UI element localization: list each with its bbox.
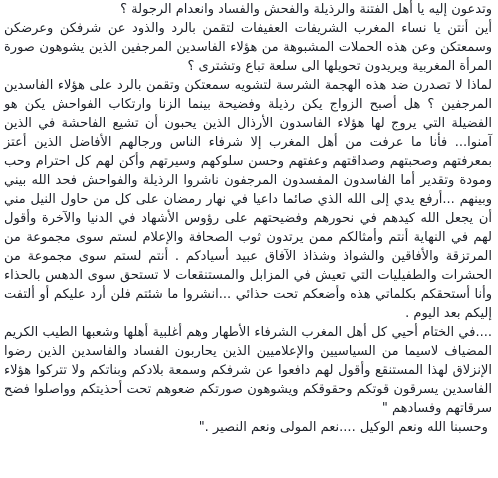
post-paragraph: وتدعون إليه يا أهل الفتنة والرذيلة والفحش والفساد وانعدام الرجولة ؟ أين أنتن يا نساء المغرب الشريفات العفيفات لتقمن بالرد والذود عن شرفكن وعرضكن وسمعتكن وعن هذه الحملات المشبوهة من هؤلاء الفاسدين المرجفين الذين يشوهون صورة المرأة المغربية ويريدون تحويلها الى سلعة تباع وتشترى ؟ لماذا لا تصدرن ضد هذه الهجمة الشرسة لتشويه سمعتكن وتقمن بالرد على هؤلاء الفاسدين المرجفين ؟ هل أصبح الزواج يكن رذيلة وفضيحة بينما الزنا وارتكاب الفواحش يكن هو الفضيلة التي يروج لها هؤلاء الفاسدون الأرذال الذين يحبون أن تشيع الفاحشة في الذين آمنوا... فأنا ما عرفت من أهل المغرب إلا شرفاء الناس ورجالهم الأفاضل الذين أعتز بمعرفتهم وصحبتهم وصداقتهم وعفتهم وحسن سلوكهم وسيرتهم وأكن لهم كل احترام وحب ومودة وتقدير أما الفاسدون المفسدون المرجفون ناشروا الرذيلة والفواحش فحد الله بيني وبينهم ...أرفع يدي إلى الله الذي صائما داعيا في نهار رمضان على كل من حاول النيل مني أن يجعل الله كيدهم في نحورهم وفضيحتهم على رؤوس الأشهاد في الدنيا والآخرة وأقول لهم في النهاية أنتم وأمثالكم ممن يرتدون ثوب الصحافة والإعلام لستم سوى مجموعة من المرتزقة والأفاقين والشواذ وشذاذ الآفاق عبيد أسيادكم . أنتم لستم سوى مجموعة من الحشرات والطفيليات التي تعيش في المزابل والمستنقعات لا تستحق سوى الدهس بالحذاء وأنا أستحقكم بكلماتي هذه وأضعكم تحت حذائي ...انشروا ما شئتم فلن أرد عليكم أو ألتفت إليكم بعد اليوم . ....في الختام أحيي كل أهل المغرب الشرفاء الأطهار وهم أغلبية أهلها وشعبها الطيب الكريم المضياف لاسيما من السياسيين والإعلاميين الذين يحاربون الفساد والفاسدين الذين رضوا الإنزلاق لهذا المستنقع وأقول لهم دافعوا عن شرفكم وسمعة بلادكم وبناتكم ولا تتركوا هؤلاء الفاسدين يسرقون قوتكم وحقوقكم ويشوهون صورتكم ضعوهم تحت أحذيتكم وواصلوا فضح سرقاتهم وفسادهم " وحسبنا الله ونعم الوكيل ....نعم المولى ونعم النصير ." [4,2,492,435]
